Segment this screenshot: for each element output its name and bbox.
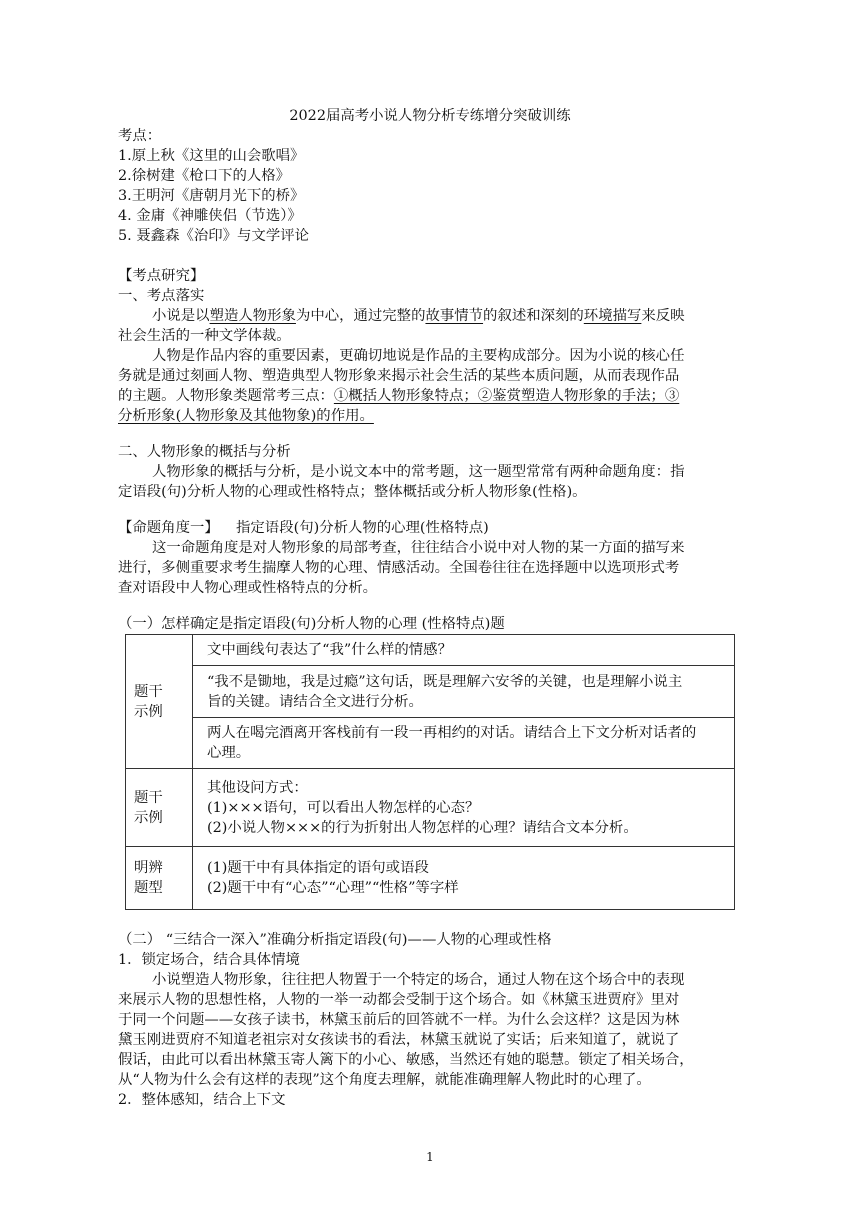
section1-paragraph1-line2: 社会生活的一种文学体裁。 — [118, 328, 291, 344]
section1-heading: 一、考点落实 — [118, 288, 205, 304]
section1-paragraph2-line3 — [118, 386, 679, 406]
section1-paragraph2-line1: 人物是作品内容的重要因素，更确切地说是作品的主要构成部分。因为小说的核心任 — [152, 348, 685, 364]
table-cell: 两人在喝完酒离开客栈前有一段一再相约的对话。请结合上下文分析对话者的 心理。 — [193, 718, 735, 769]
section1-paragraph1-line1 — [152, 306, 685, 326]
angle1-title: 指定语段(句)分析人物的心理(性格特点) — [236, 520, 489, 536]
step1-line: 从“人物为什么会有这样的表现”这个角度去理解，就能准确理解人物此时的心理了。 — [118, 1072, 651, 1088]
step1-line: 黛玉刚进贾府不知道老祖宗对女孩读书的看法，林黛玉就说了实话；后来知道了，就说了 — [118, 1032, 680, 1048]
table-cell: 其他设问方式： (1)×××语句，可以看出人物怎样的心态？ (2)小说人物×××的行为折射出人物怎样的心理？请结合文本分析。 — [193, 769, 735, 847]
angle1-label: 【命题角度一】 — [118, 520, 219, 536]
table-cell: “我不是锄地，我是过瘾”这句话，既是理解六安爷的关键，也是理解小说主 旨的关键。请结合全文进行分析。 — [193, 666, 735, 718]
kaodian-label: 考点： — [118, 128, 162, 144]
kaodian-item: 4. 金庸《神雕侠侣（节选）》 — [118, 208, 302, 224]
angle1-heading — [118, 518, 489, 538]
underlined-term: 塑造人物形象 — [209, 308, 296, 324]
angle1-line1: 这一命题角度是对人物形象的局部考查，往往结合小说中对人物的某一方面的描写来 — [152, 540, 685, 556]
step1-heading: 1．锁定场合，结合具体情境 — [118, 952, 300, 968]
text-run: 的叙述和深刻的 — [483, 308, 584, 324]
example-table — [125, 634, 735, 910]
step1-line: 小说塑造人物形象，往往把人物置于一个特定的场合，通过人物在这个场合中的表现 — [152, 972, 685, 988]
underlined-term: 分析形象(人物形象及其他物象)的作用。 — [118, 408, 374, 424]
kaodian-item: 3.王明河《唐朝月光下的桥》 — [118, 188, 305, 204]
table-header-cell: 题干 示例 — [126, 635, 193, 769]
text-run: 来反映 — [641, 308, 685, 324]
kaodian-item: 2.徐树建《枪口下的人格》 — [118, 168, 291, 184]
research-heading: 【考点研究】 — [118, 268, 205, 284]
underlined-term: 故事情节 — [425, 308, 484, 324]
sub1-heading: （一）怎样确定是指定语段(句)分析人物的心理 (性格特点)题 — [118, 616, 505, 632]
step2-heading: 2．整体感知，结合上下文 — [118, 1092, 286, 1108]
angle1-line3: 查对语段中人物心理或性格特点的分析。 — [118, 580, 378, 596]
underlined-term: ①概括人物形象特点；②鉴赏塑造人物形象的手法；③ — [333, 388, 680, 404]
kaodian-item: 1.原上秋《这里的山会歌唱》 — [118, 148, 305, 164]
table-cell: 文中画线句表达了“我”什么样的情感？ — [193, 635, 735, 666]
section2-heading: 二、人物形象的概括与分析 — [118, 444, 291, 460]
section2-line2: 定语段(句)分析人物的心理或性格特点；整体概括或分析人物形象(性格)。 — [118, 484, 587, 500]
sub2-heading: （二） “三结合一深入”准确分析指定语段(句)——人物的心理或性格 — [118, 932, 552, 948]
step1-line: 假话，由此可以看出林黛玉寄人篱下的小心、敏感，当然还有她的聪慧。锁定了相关场合， — [118, 1052, 694, 1068]
angle1-line2: 进行，多侧重要求考生揣摩人物的心理、情感活动。全国卷往往在选择题中以选项形式考 — [118, 560, 680, 576]
document-title: 2022届高考小说人物分析专练增分突破训练 — [289, 108, 571, 124]
table-header-cell: 题干 示例 — [126, 769, 193, 847]
text-run: 的主题。人物形象类题常考三点： — [118, 388, 334, 404]
underlined-term: 环境描写 — [583, 308, 642, 324]
section1-paragraph2-line2: 务就是通过刻画人物、塑造典型人物形象来揭示社会生活的某些本质问题，从而表现作品 — [118, 368, 680, 384]
step1-line: 于同一个问题——女孩子读书，林黛玉前后的回答就不一样。为什么会这样？这是因为林 — [118, 1012, 680, 1028]
text-run: 为中心，通过完整的 — [295, 308, 426, 324]
step1-line: 来展示人物的思想性格，人物的一举一动都会受制于这个场合。如《林黛玉进贾府》里对 — [118, 992, 680, 1008]
text-run: 小说是以 — [152, 308, 210, 324]
section1-paragraph2-line4 — [118, 406, 374, 426]
section2-line1: 人物形象的概括与分析，是小说文本中的常考题，这一题型常常有两种命题角度：指 — [152, 464, 685, 480]
kaodian-item: 5. 聂鑫森《治印》与文学评论 — [118, 228, 309, 244]
page-number: 1 — [426, 1150, 434, 1164]
table-header-cell: 明辨 题型 — [126, 847, 193, 910]
table-cell: (1)题干中有具体指定的语句或语段 (2)题干中有“心态”“心理”“性格”等字样 — [193, 847, 735, 910]
